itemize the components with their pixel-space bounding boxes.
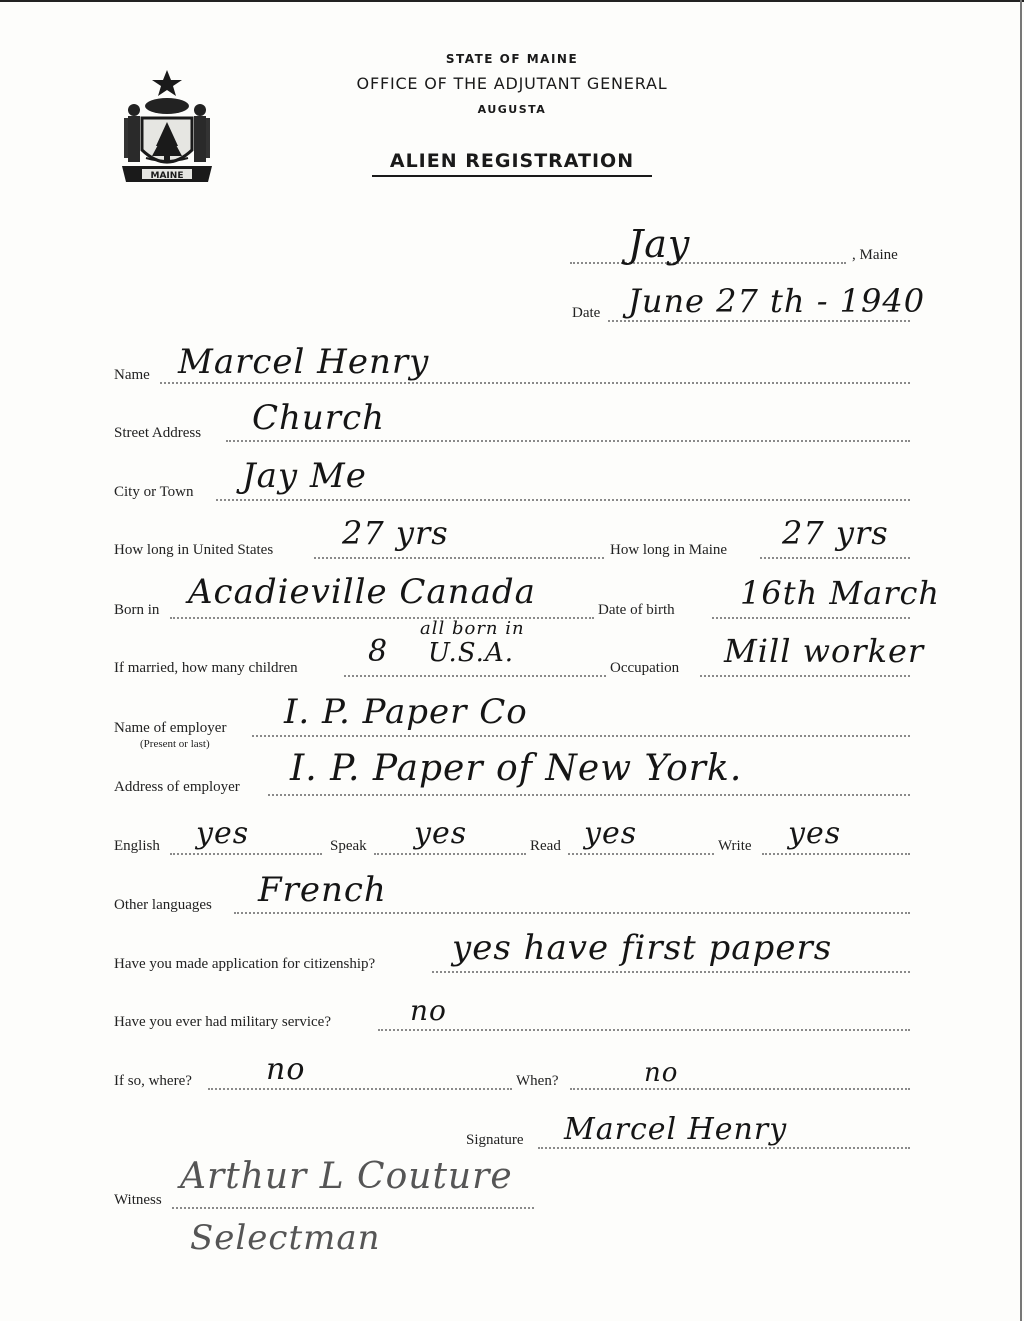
occupation-label: Occupation (610, 660, 680, 676)
other-languages-entry: French (258, 870, 387, 910)
date-label: Date (572, 305, 601, 321)
employer-address-entry: I. P. Paper of New York. (290, 748, 743, 789)
employer-address-line (268, 794, 910, 796)
occupation-entry: Mill worker (724, 632, 925, 670)
read-line (568, 853, 714, 855)
born-in-line (170, 617, 594, 619)
maine-seal-icon (112, 66, 222, 190)
employer-name-entry: I. P. Paper Co (284, 692, 528, 732)
name-line (160, 382, 910, 384)
occupation-line (700, 675, 910, 677)
scan-border-top (0, 0, 1024, 2)
signature-line (538, 1147, 910, 1149)
maine-label: , Maine (852, 247, 898, 263)
how-long-maine-label: How long in Maine (610, 542, 728, 558)
witness-label: Witness (114, 1192, 162, 1208)
where-line (208, 1088, 512, 1090)
born-in-entry: Acadieville Canada (188, 572, 536, 612)
where-entry: no (266, 1052, 306, 1087)
name-label: Name (114, 367, 150, 383)
date-entry: June 27 th - 1940 (628, 282, 926, 320)
header-state: STATE OF MAINE (445, 52, 579, 66)
witness-title-entry: Selectman (190, 1218, 381, 1258)
city-label: City or Town (114, 484, 194, 500)
english-entry: yes (196, 816, 250, 851)
children-note-bottom: U.S.A. (428, 638, 514, 668)
read-label: Read (530, 838, 561, 854)
city-line (216, 499, 910, 501)
witness-line (172, 1207, 534, 1209)
write-entry: yes (788, 816, 842, 851)
children-note-top: all born in (420, 618, 525, 639)
when-label: When? (516, 1073, 559, 1089)
witness-entry: Arthur L Couture (180, 1156, 513, 1197)
english-label: English (114, 838, 160, 854)
other-languages-label: Other languages (114, 897, 212, 913)
how-long-maine-entry: 27 yrs (782, 514, 889, 552)
svg-text:MAINE: MAINE (150, 171, 184, 181)
where-label: If so, where? (114, 1073, 192, 1089)
read-entry: yes (584, 816, 638, 851)
street-address-label: Street Address (114, 425, 202, 441)
write-label: Write (718, 838, 752, 854)
speak-label: Speak (330, 838, 367, 854)
children-line (344, 675, 606, 677)
when-line (570, 1088, 910, 1090)
date-of-birth-entry: 16th March (740, 574, 941, 612)
form-title: ALIEN REGISTRATION (372, 150, 652, 177)
name-entry: Marcel Henry (178, 342, 430, 382)
how-long-us-line (314, 557, 604, 559)
date-line (608, 320, 910, 322)
citizenship-line (432, 971, 910, 973)
employer-address-label: Address of employer (114, 779, 240, 795)
english-line (170, 853, 322, 855)
town-line (570, 262, 846, 264)
employer-name-line (252, 735, 910, 737)
military-line (378, 1029, 910, 1031)
street-address-line (226, 440, 910, 442)
military-entry: no (410, 994, 447, 1027)
header-city: AUGUSTA (477, 103, 547, 116)
signature-entry: Marcel Henry (564, 1112, 788, 1147)
employer-note: (Present or last) (140, 738, 210, 750)
how-long-us-entry: 27 yrs (342, 514, 449, 552)
header-office: OFFICE OF THE ADJUTANT GENERAL (356, 74, 668, 93)
how-long-maine-line (760, 557, 910, 559)
other-languages-line (234, 912, 910, 914)
citizenship-entry: yes have first papers (452, 928, 833, 968)
employer-name-label: Name of employer (114, 720, 227, 736)
citizenship-label: Have you made application for citizenship? (114, 956, 376, 972)
street-address-entry: Church (252, 398, 386, 438)
date-of-birth-line (712, 617, 910, 619)
children-count-entry: 8 (368, 634, 389, 669)
born-in-label: Born in (114, 602, 160, 618)
when-entry: no (644, 1058, 679, 1088)
how-long-us-label: How long in United States (114, 542, 274, 558)
city-entry: Jay Me (242, 456, 367, 496)
speak-entry: yes (414, 816, 468, 851)
write-line (762, 853, 910, 855)
date-of-birth-label: Date of birth (598, 602, 675, 618)
speak-line (374, 853, 526, 855)
town-entry: Jay (628, 222, 691, 266)
scan-border-right (1020, 0, 1022, 1321)
military-label: Have you ever had military service? (114, 1014, 331, 1030)
signature-label: Signature (466, 1132, 524, 1148)
children-label: If married, how many children (114, 660, 298, 676)
